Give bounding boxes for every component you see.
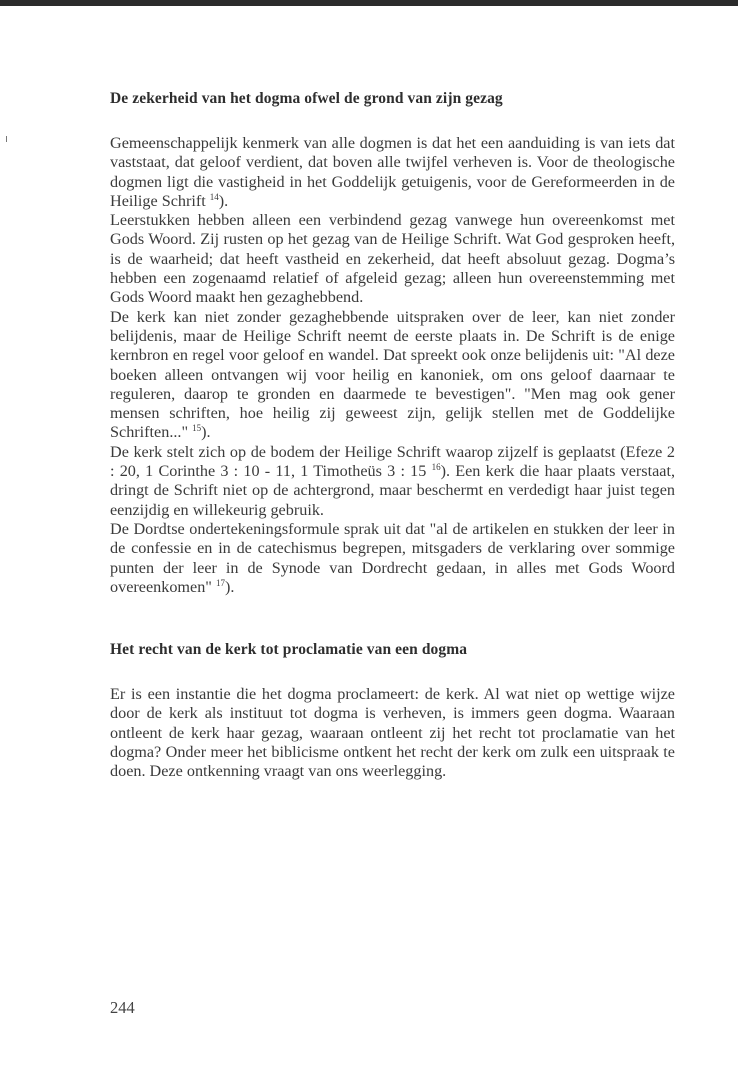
paragraph: Gemeenschappelijk kenmerk van alle dogmen is dat het een aanduiding is van iets dat vaststaat, dat geloof verdient, dat boven alle twijfel verheven is. Voor de theologische dogmen ligt die vastigheid in het Goddelijk getuigenis, voor de Gereformeerden in de Heilige Schrift $^{14}$). <box>110 134 675 210</box>
paragraph: Leerstukken hebben alleen een verbindend gezag vanwege hun overeenkomst met Gods Woord. Zij rusten op het gezag van de Heilige Schrift. Wat God gesproken heeft, is de waarheid; dat heeft vastheid en zekerheid, dat heeft absoluut gezag. Dogma’s hebben een zogenaamd relatief of afgeleid gezag; alleen hun overeenstemming met Gods Woord maakt hen gezaghebbend. <box>110 211 675 307</box>
footnote-ref: 17 <box>215 577 225 588</box>
page-number: 244 <box>110 998 135 1017</box>
margin-mark <box>6 136 7 142</box>
top-edge-rule <box>0 0 738 6</box>
section-1-text <box>110 134 675 597</box>
footnote-ref: 14 <box>209 191 219 202</box>
page-body <box>110 82 675 782</box>
paragraph: De Dordtse ondertekeningsformule sprak uit dat "al de artikelen en stukken der leer in de confessie en in de catechismus begrepen, mitsgaders de verklaring over sommige punten der leer in de Synode van Dordrecht gedaan, in alles met Gods Woord overeenkomen" $^{17}$). <box>110 519 675 596</box>
paragraph: Er is een instantie die het dogma proclameert: de kerk. Al wat niet op wettige wijze door de kerk als instituut tot dogma is verheven, is immers geen dogma. Waaraan ontleent de kerk haar gezag, waaraan ontleent zij het recht tot proclamatie van het dogma? Onder meer het biblicisme ontkent het recht der kerk om zulk een uitspraak te doen. Deze ontkenning vraagt van ons weerlegging. <box>110 685 675 781</box>
footnote-ref: 16 <box>431 462 441 473</box>
paragraph: De kerk kan niet zonder gezaghebbende uitspraken over de leer, kan niet zonder belijdenis, maar de Heilige Schrift neemt de eerste plaats in. De Schrift is de enige kernbron en regel voor geloof en wandel. Dat spreekt ook onze belijdenis uit: "Al deze boeken alleen ontvangen wij voor heilig en kanoniek, om ons geloof daarnaar te reguleren, daarop te gronden en daarmede te bevestigen". "Men mag ook gener mensen schriften, hoe heilig zij geweest zijn, gelijk stellen met de Goddelijke Schriften..." $^{15}$). <box>110 307 675 442</box>
section-heading-2: Het recht van de kerk tot proclamatie van een dogma <box>110 641 468 659</box>
paragraph: De kerk stelt zich op de bodem der Heilige Schrift waarop zijzelf is geplaatst (Efeze 2 : 20, 1 Corinthe 3 : 10 - 11, 1 Timotheüs 3 : 15 $^{16}$). Een kerk die haar plaats verstaat, dringt de Schrift niet op de achtergrond, maar beschermt en verdedigt haar juist tegen eenzijdig en willekeurig gebruik. <box>110 442 675 519</box>
footnote-ref: 15 <box>192 423 202 434</box>
section-heading-1: De zekerheid van het dogma ofwel de grond van zijn gezag <box>110 90 503 107</box>
section-2-text <box>110 685 675 781</box>
